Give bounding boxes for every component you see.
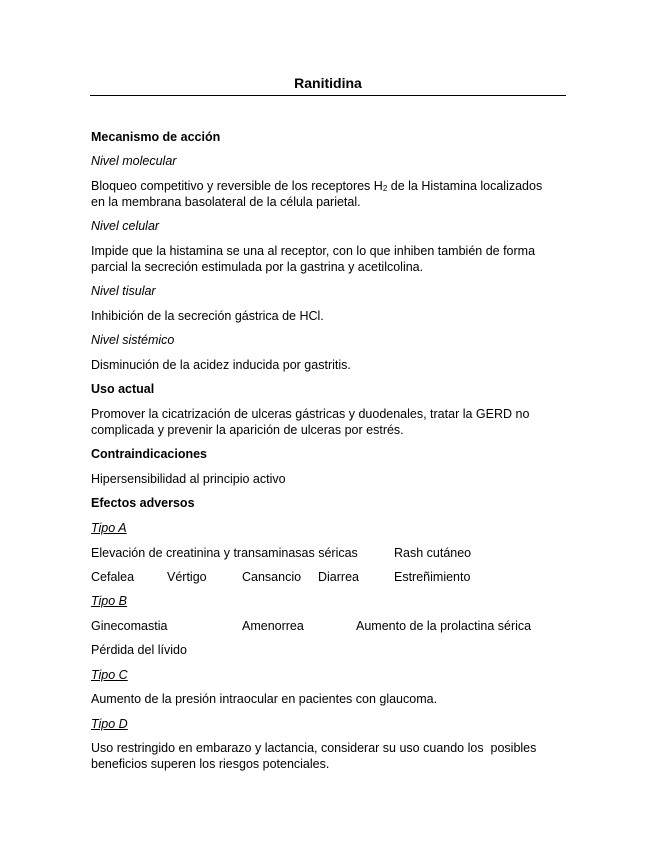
nivel-celular-label: Nivel celular [91,219,160,233]
tipo-a-item: Cansancio [242,570,302,584]
title-underline [90,95,566,96]
tipo-a-item: Cefalea [91,570,135,584]
tipo-d-text [91,740,561,772]
nivel-molecular-text [91,178,561,210]
tipo-c-label: Tipo C [91,668,128,682]
tipo-d-line1: Uso restringido en embarazo y lactancia, considerar su uso cuando los posibles [91,741,537,755]
tipo-a-item: Diarrea [318,570,359,584]
tipo-b-item: Aumento de la prolactina sérica [356,619,532,633]
tipo-a-item: Estreñimiento [394,570,471,584]
uso-actual-text [91,406,561,438]
nivel-molecular-line1: Bloqueo competitivo y reversible de los receptores $H_2$ de la Histamina localizados [91,179,543,193]
efectos-adversos-heading: Efectos adversos [91,496,195,510]
tipo-b-item: Pérdida del lívido [91,643,187,657]
uso-actual-line1: Promover la cicatrización de ulceras gástricas y duodenales, tratar la GERD no [91,407,530,421]
contraindicaciones-heading: Contraindicaciones [91,447,207,461]
nivel-celular-line2: parcial la secreción estimulada por la gastrina y acetilcolina. [91,260,424,274]
tipo-a-item: Vértigo [167,570,207,584]
tipo-a-label: Tipo A [91,521,127,535]
nivel-sistemico-text: Disminución de la acidez inducida por gastritis. [91,358,351,372]
page-title: Ranitidina [294,75,362,91]
nivel-tisular-label: Nivel tisular [91,284,156,298]
tipo-a-item: Elevación de creatinina y transaminasas séricas [91,546,358,560]
contraindicaciones-text: Hipersensibilidad al principio activo [91,472,286,486]
tipo-b-item: Ginecomastia [91,619,168,633]
mecanismo-heading: Mecanismo de acción [91,130,221,144]
nivel-celular-line1: Impide que la histamina se una al receptor, con lo que inhiben también de forma [91,244,536,258]
nivel-molecular-line2: en la membrana basolateral de la célula parietal. [91,195,361,209]
tipo-c-text: Aumento de la presión intraocular en pacientes con glaucoma. [91,692,438,706]
tipo-b-label: Tipo B [91,594,128,608]
nivel-celular-text [91,243,561,275]
nivel-sistemico-label: Nivel sistémico [91,333,175,347]
tipo-a-item: Rash cutáneo [394,546,472,560]
uso-actual-line2: complicada y prevenir la aparición de ulceras por estrés. [91,423,404,437]
nivel-tisular-text: Inhibición de la secreción gástrica de HCl. [91,309,324,323]
tipo-d-line2: beneficios superen los riesgos potenciales. [91,757,330,771]
uso-actual-heading: Uso actual [91,382,155,396]
tipo-b-item: Amenorrea [242,619,304,633]
tipo-d-label: Tipo D [91,717,128,731]
nivel-molecular-label: Nivel molecular [91,154,177,168]
